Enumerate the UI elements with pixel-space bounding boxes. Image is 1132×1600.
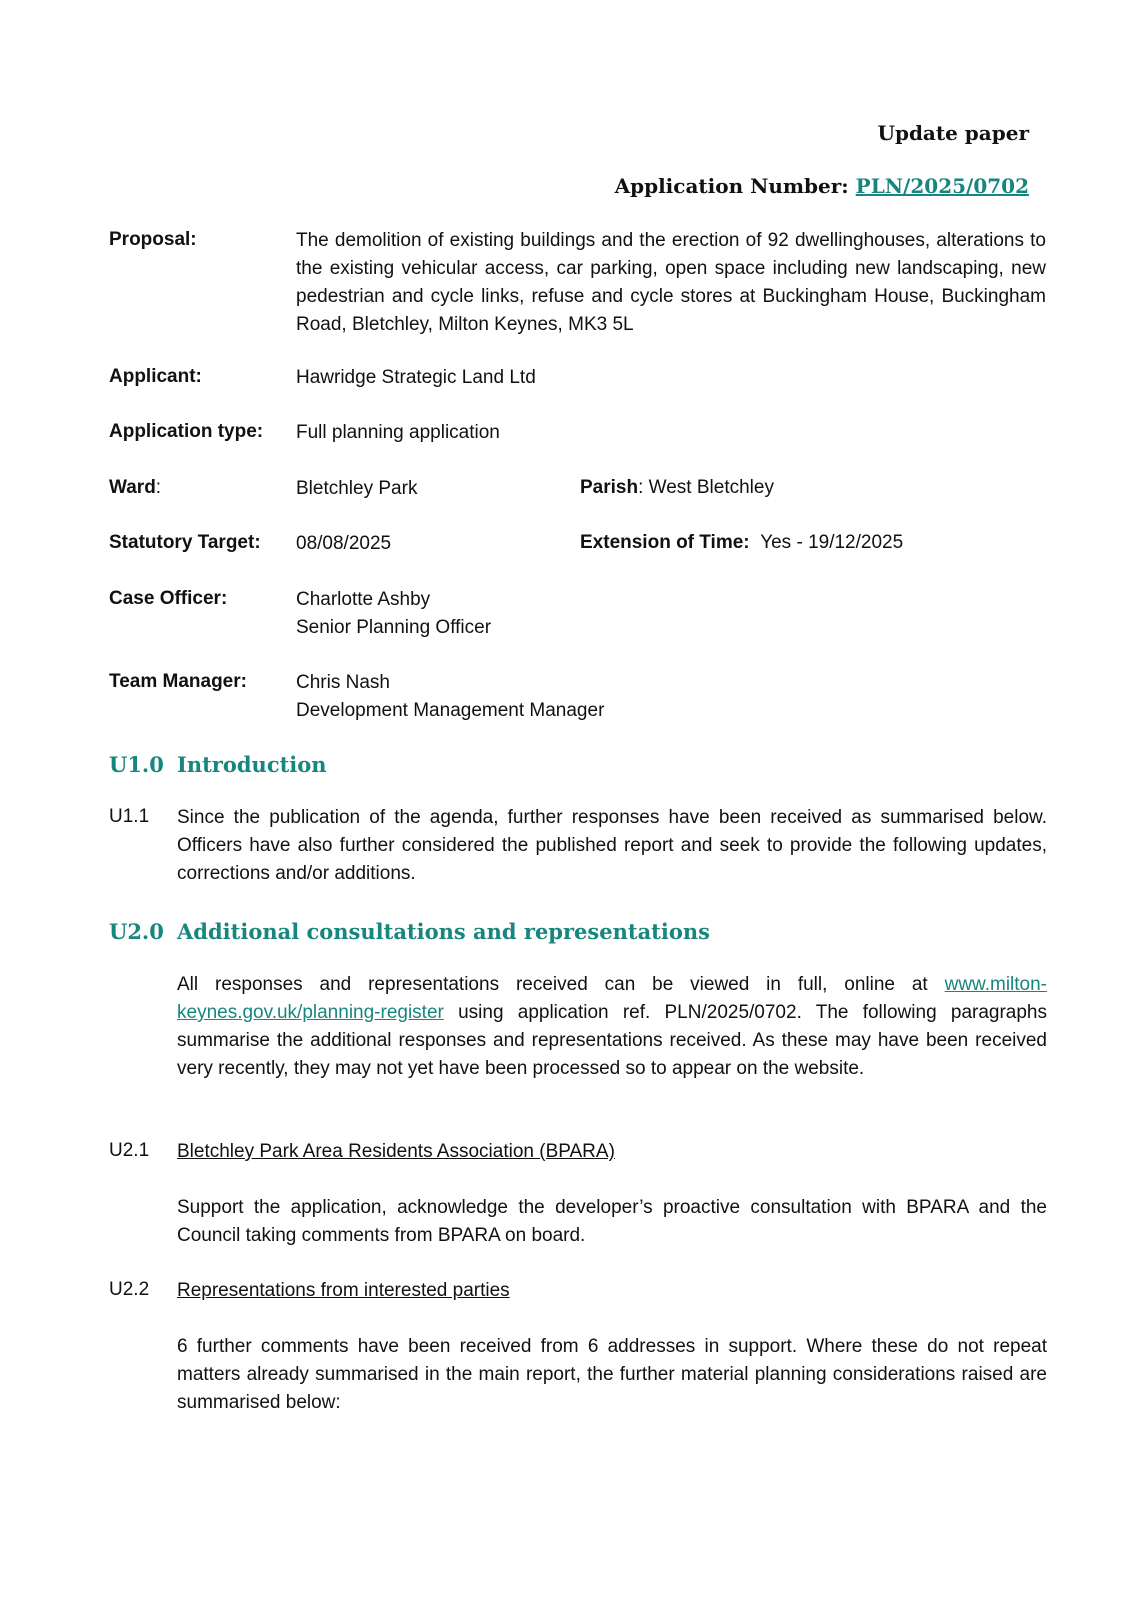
ward-colon: : (155, 477, 162, 498)
paragraph-number-u1-1: U1.1 (109, 806, 150, 827)
section-heading-u1 (109, 752, 327, 777)
section-title: Introduction (177, 752, 327, 777)
application-number (615, 174, 1029, 198)
extension-value: Yes - 19/12/2025 (760, 532, 904, 553)
ward-label: Ward (109, 477, 156, 498)
case-officer-name: Charlotte Ashby (296, 589, 431, 610)
parish-label: Parish (580, 477, 639, 498)
section-number: U2.0 (109, 919, 164, 944)
application-type-label: Application type: (109, 421, 264, 442)
section-heading-u2 (109, 919, 710, 944)
team-manager-name: Chris Nash (296, 672, 390, 693)
paragraph-u2-1: Support the application, acknowledge the developer’s proactive consultation with BPARA and the Council taking comments from BPARA on board. (177, 1197, 1047, 1246)
intro-text-b: using application ref. PLN/2025/0702. The following paragraphs summarise the additional responses and representations received. As these may have been received very recently, they may not yet have been processed so to appear on the website. (177, 1002, 1047, 1079)
application-number-link[interactable]: PLN/2025/0702 (855, 174, 1029, 198)
team-manager-role: Development Management Manager (296, 700, 605, 721)
planning-register-link[interactable]: www.milton-keynes.gov.uk/planning-register (177, 974, 1047, 1023)
subheading-u2-2: Representations from interested parties (177, 1280, 510, 1301)
extension-field (580, 532, 903, 554)
ward-value: Bletchley Park (296, 478, 418, 499)
paragraph-u2-intro (177, 971, 1047, 1083)
paragraph-u2-2: 6 further comments have been received from 6 addresses in support. Where these do not repeat matters already summarised in the main report, the further material planning considerations raised are summarised below: (177, 1336, 1047, 1413)
document-title: Update paper (877, 121, 1029, 145)
applicant-label: Applicant: (109, 366, 202, 387)
paragraph-number-u2-2: U2.2 (109, 1279, 150, 1300)
intro-text-a: All responses and representations received can be viewed in full, online at (177, 974, 945, 995)
applicant-value: Hawridge Strategic Land Ltd (296, 367, 536, 388)
case-officer-value (296, 586, 491, 642)
ward-label-wrap (109, 477, 161, 499)
case-officer-role: Senior Planning Officer (296, 617, 492, 638)
application-type-value: Full planning application (296, 422, 500, 443)
team-manager-value (296, 669, 604, 725)
team-manager-label: Team Manager: (109, 671, 247, 692)
parish-value: : West Bletchley (638, 477, 774, 498)
proposal-value: The demolition of existing buildings and the erection of 92 dwellinghouses, alterations to the existing vehicular access, car parking, open space including new landscaping, new pedestrian and cycle links, refuse and cycle stores at Buckingham House, Buckingham Road, Bletchley, Milton Keynes, MK3 5L (296, 230, 1046, 335)
extension-label: Extension of Time: (580, 532, 750, 553)
paragraph-number-u2-1: U2.1 (109, 1140, 150, 1161)
application-number-label: Application Number: (614, 174, 849, 198)
paragraph-u1-1: Since the publication of the agenda, further responses have been received as summarised below. Officers have also further considered the published report and seek to provide the following updates, corrections and/or additions. (177, 807, 1047, 884)
section-number: U1.0 (109, 752, 164, 777)
parish-field (580, 477, 774, 499)
statutory-target-label: Statutory Target: (109, 532, 261, 553)
case-officer-label: Case Officer: (109, 588, 228, 609)
statutory-target-value: 08/08/2025 (296, 533, 392, 554)
section-title: Additional consultations and representations (177, 919, 710, 944)
subheading-u2-1: Bletchley Park Area Residents Association (BPARA) (177, 1141, 615, 1162)
proposal-label: Proposal: (109, 229, 197, 250)
